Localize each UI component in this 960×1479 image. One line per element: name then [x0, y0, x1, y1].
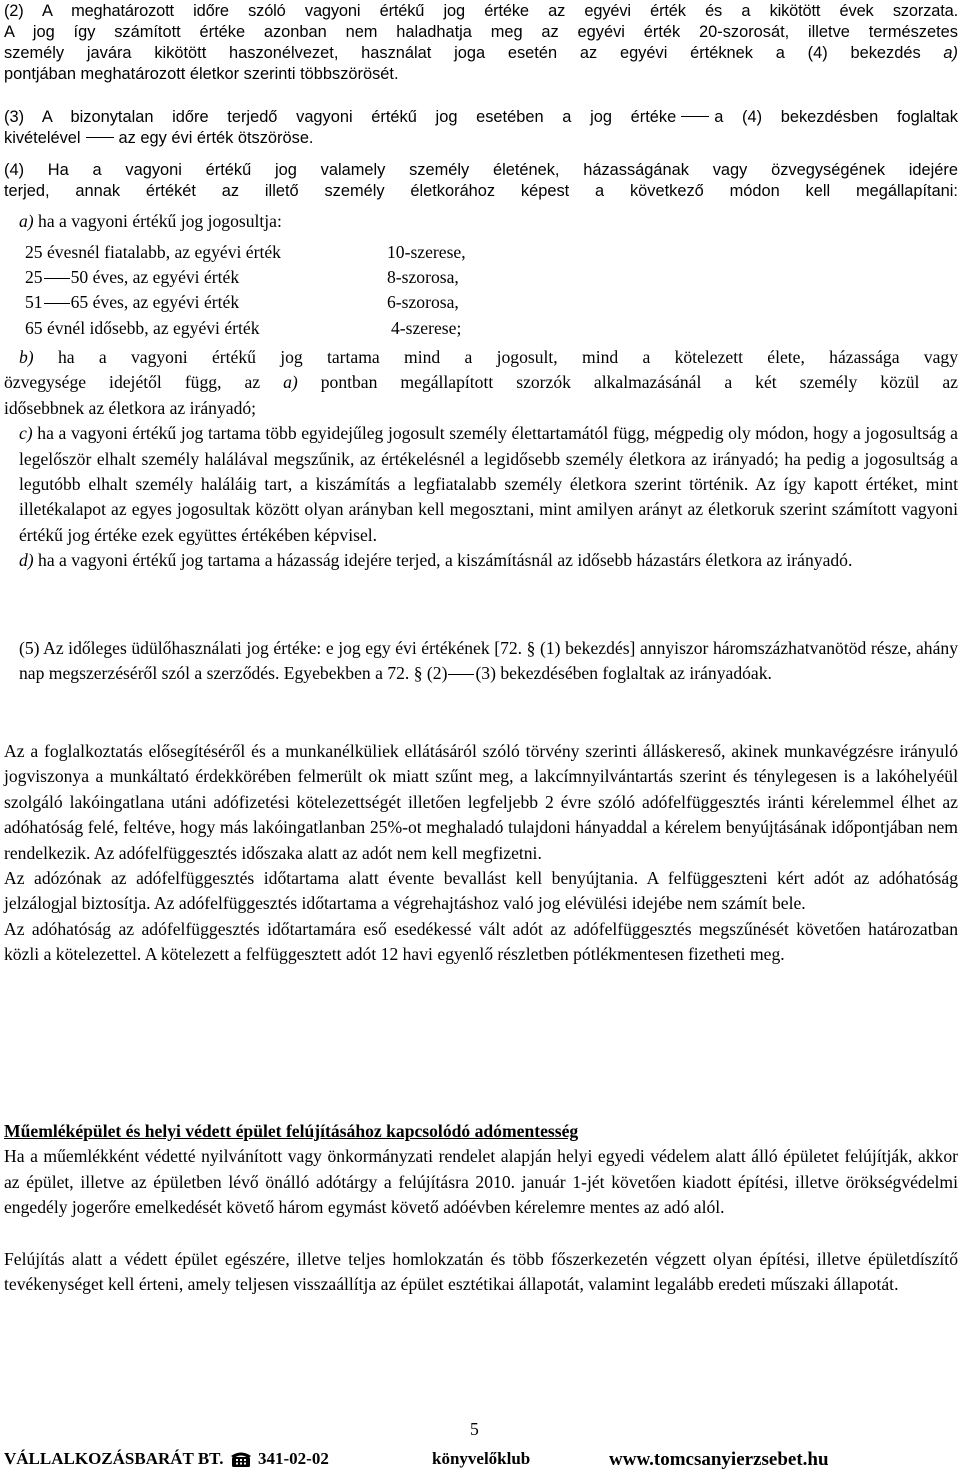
point-a-reference: a) — [943, 44, 958, 62]
point-b-text: ha a vagyoni értékű jog tartama mind a jogosult, mind a kötelezett élete, házassága vagy — [33, 347, 958, 367]
section-4-points-bcd — [4, 345, 958, 574]
age-multiplier: 8-szorosa, — [387, 267, 459, 288]
section-5-part-b: (1) bekezdés] annyiszor háromszázhatvanötöd része, ahány nap megszerzéséről szól a szerződés. Egyebekben a 72. — [19, 638, 959, 684]
unemployed-paragraph-3: Az adóhatóság az adófelfüggesztés időtartamára eső esedékessé vált adót az adófelfüggesztés megszűnését követően határozatban közli a kötelezettel. A kötelezett a felfüggesztett adót 12 havi egyenlő részletben pótlékmentesen fizetheti meg. — [4, 918, 958, 965]
section-2-line-2: A jog így számított értéke azonban nem haladhatja meg az egyévi érték 20-szorosát, illetve természetes — [4, 23, 958, 41]
section-4-line-1: (4) Ha a vagyoni értékű jog valamely személy életének, házasságának vagy özvegységének idejére — [4, 161, 958, 179]
point-d-text: ha a vagyoni értékű jog tartama a házasság idejére terjed, a kiszámításnál az idősebb házastárs életkora az irányadó. — [33, 550, 853, 571]
section-3-text-b: a (4) bekezdésben foglaltak — [714, 108, 958, 126]
section-2-line-4: pontjában meghatározott életkor szerinti többszörösét. — [4, 65, 399, 83]
point-a-intro — [4, 209, 958, 234]
point-a-mark: a) — [19, 211, 34, 231]
age-multiplier: 10-szerese, — [387, 242, 466, 262]
point-b-mark: b) — [19, 347, 34, 367]
section-sign: § — [526, 638, 536, 658]
age-label: 65 évnél idősebb, az egyévi érték — [25, 317, 260, 338]
footer-brand: könyvelőklub — [432, 1449, 531, 1468]
point-b-text-3: pontban megállapított szorzók alkalmazásánál a két személy közül az — [297, 372, 958, 393]
point-b-text-2: özvegysége idejétől függ, az — [4, 372, 284, 393]
section-2 — [4, 1, 958, 85]
section-5-part-a: (5) Az időleges üdülőhasználati jog értéke: e jog egy évi értékének [72. — [19, 638, 527, 658]
age-to: 50 éves, az egyévi érték — [70, 267, 240, 288]
section-4 — [4, 160, 958, 202]
point-b-line-3: idősebbnek az életkora az irányadó; — [4, 397, 257, 418]
age-table — [4, 240, 958, 341]
age-multiplier: 6-szorosa, — [387, 292, 459, 313]
unemployed-section — [4, 739, 958, 968]
age-from: 51 — [25, 292, 43, 313]
age-row — [4, 265, 958, 290]
em-dash — [86, 137, 114, 138]
point-d — [4, 548, 958, 573]
point-d-mark: d) — [19, 550, 34, 571]
section-3-line-1 — [4, 107, 958, 128]
age-row — [4, 240, 958, 265]
age-multiplier: 4-szerese; — [391, 317, 462, 338]
section-3-text-a: (3) A bizonytalan időre terjedő vagyoni értékű jog esetében a jog értéke — [4, 108, 677, 126]
footer-phone: 341-02-02 — [258, 1449, 329, 1468]
heritage-heading: Műemléképület és helyi védett épület felújításához kapcsolódó adómentesség — [4, 1121, 579, 1141]
phone-icon — [230, 1450, 252, 1473]
age-row — [4, 290, 958, 315]
section-5-part-c: (2) — [422, 663, 448, 684]
em-dash — [681, 116, 709, 117]
point-c-text: ha a vagyoni értékű jog tartama több egyidejűleg jogosult személy élettartamától függ, mégpedig oly módon, hogy a jogosultság a legelőször elhalt személy halálával megszűnik, az értékelésnél a legidősebb személy életkora az irányadó; ha pedig a jogosultság a legutóbb elhalt személy haláláig tart, a kiszámítás a legfiatalabb személy életkora szerint történik. Az így kapott értéket, mint illetékalapot az egyes jogosultak között olyan arányban kell megosztani, mint amilyen arányt az életkoruk szerint számított vagyoni értékű jog értéke ezek együttes értékében képvisel. — [19, 423, 958, 545]
section-5 — [4, 636, 958, 687]
section-5-text — [4, 636, 958, 687]
point-a-reference: a) — [283, 372, 298, 393]
point-b-line-1 — [4, 345, 958, 370]
point-c-mark: c) — [19, 423, 33, 444]
heritage-section — [4, 1119, 958, 1297]
section-3 — [4, 107, 958, 149]
age-from: 25 — [25, 267, 43, 288]
section-sign: § — [413, 663, 423, 684]
unemployed-paragraph-1: Az a foglalkoztatás elősegítéséről és a munkanélküliek ellátásáról szóló törvény szerinti álláskereső, akinek munkavégzésre irányuló jogviszonya a munkáltató érdekkörében felmerült ok miatt szűnt meg, a lakcímnyilvántartás szerint és ténylegesen is a lakóhelyéül szolgáló lakóingatlana utáni adófizetési kötelezettségét illetően legfeljebb 2 évre szóló adófelfüggesztés iránti kérelemmel élhet az adóhatóság felé, feltéve, hogy más lakóingatlanban 25%-ot meghaladó tulajdoni hányaddal a kérelem benyújtásának időpontjában nem rendelkezik. Az adófelfüggesztés időszaka alatt az adót nem kell megfizetni. — [4, 741, 958, 863]
footer-website[interactable]: www.tomcsanyierzsebet.hu — [609, 1449, 829, 1470]
section-3-line-2 — [4, 128, 958, 149]
em-dash — [448, 674, 474, 675]
age-label — [4, 290, 387, 315]
age-row — [4, 316, 958, 341]
section-2-line-3-text: személy javára kikötött haszonélvezet, használat joga esetén az egyévi értéknek a (4) bekezdés — [4, 44, 944, 62]
section-3-text-d: az egy évi érték ötszöröse. — [118, 129, 314, 147]
em-dash — [44, 303, 70, 304]
section-2-line-1: (2) A meghatározott időre szóló vagyoni értékű jog értéke az egyévi érték és a kikötött évek szorzata. — [4, 2, 958, 20]
age-label — [4, 265, 387, 290]
section-3-text-c: kivételével — [4, 129, 81, 147]
heritage-paragraph-1: Ha a műemlékként védetté nyilvánított vagy önkormányzati rendelet alapján helyi egyedi védelem alatt álló épületet felújítják, akkor az épület, illetve az épületben lévő önálló adótárgy a felújításra 2010. január 1-jét követően kiadott építési, illetve örökségvédelmi engedély jogerőre emelkedését követő három egymást követő adóévben kérelemre mentes az adó alól. — [4, 1146, 958, 1218]
section-5-part-d: (3) bekezdésében foglaltak az irányadóak. — [475, 663, 772, 684]
section-4-line-2: terjed, annak értékét az illető személy életkorához képest a következő módon kell megállapítani: — [4, 182, 958, 200]
point-c — [4, 421, 958, 548]
heritage-paragraph-2: Felújítás alatt a védett épület egészére, illetve teljes homlokzatán és több főszerkezetén végzett olyan építési, illetve épületdíszítő tevékenységet kell érteni, amely teljesen visszaállítja az épület esztétikai állapotát, valamint legalább eredeti műszaki állapotát. — [4, 1248, 958, 1295]
page-number: 5 — [470, 1419, 479, 1439]
em-dash — [44, 278, 70, 279]
point-a-text: ha a vagyoni értékű jog jogosultja: — [33, 211, 282, 231]
section-4-point-a — [4, 209, 958, 234]
age-label: 25 évesnél fiatalabb, az egyévi érték — [25, 242, 281, 262]
footer-company: VÁLLALKOZÁSBARÁT BT. — [4, 1449, 224, 1468]
section-2-line-3 — [4, 43, 958, 64]
page-footer — [4, 1449, 956, 1479]
unemployed-paragraph-2: Az adózónak az adófelfüggesztés időtartama alatt évente bevallást kell benyújtania. A felfüggeszteni kért adót az adóhatóság jelzálogjal biztosítja. Az adófelfüggesztés időtartama a végrehajtáshoz való jog elévülési idejébe nem számít bele. — [4, 868, 958, 914]
point-b-line-2 — [4, 370, 958, 395]
age-to: 65 éves, az egyévi érték — [70, 292, 240, 313]
